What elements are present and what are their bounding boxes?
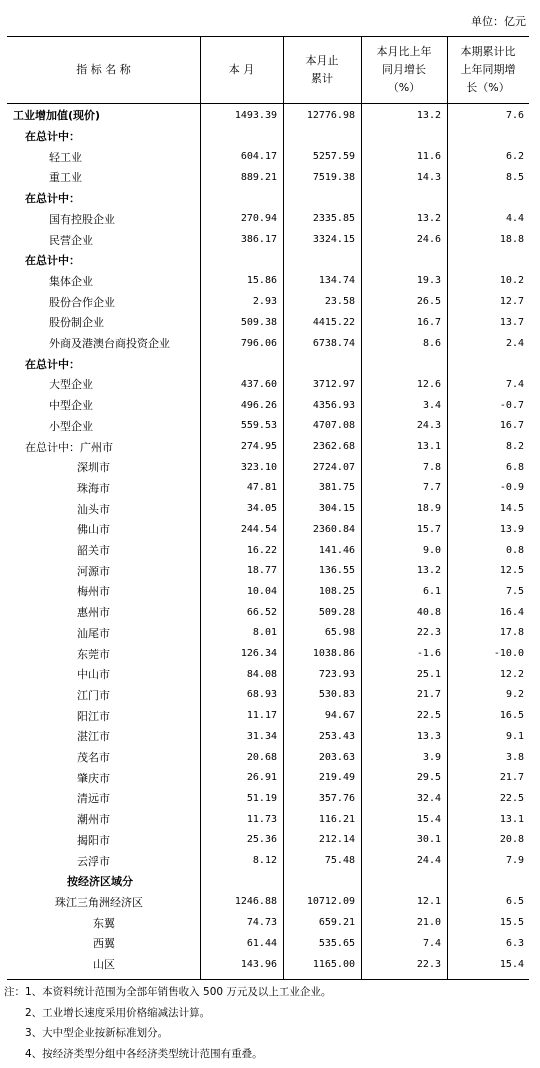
value-cell-v3: 7.4 xyxy=(422,937,441,949)
value-cell-v3: 15.4 xyxy=(416,813,441,825)
value-cell-v1: 47.81 xyxy=(246,482,277,494)
value-cell-v2: 141.46 xyxy=(318,544,355,556)
value-cell-v1: 509.38 xyxy=(240,316,277,328)
indicator-name: 梅州市 xyxy=(77,585,110,599)
value-cell-v4: 4.4 xyxy=(505,213,524,225)
table-row xyxy=(7,602,529,623)
value-cell-v3: 25.1 xyxy=(416,668,441,680)
value-cell-v2: 2335.85 xyxy=(312,213,355,225)
indicator-name: 重工业 xyxy=(49,171,82,185)
value-cell-v2: 136.55 xyxy=(318,565,355,577)
value-cell-v2: 4356.93 xyxy=(312,399,355,411)
value-cell-v4: 8.2 xyxy=(505,441,524,453)
indicator-name: 民营企业 xyxy=(49,233,93,247)
value-cell-v4: 8.5 xyxy=(505,171,524,183)
value-cell-v1: 126.34 xyxy=(240,648,277,660)
table-row xyxy=(7,333,529,354)
indicator-name: 佛山市 xyxy=(77,523,110,537)
header-cum-yoy-line1: 本期累计比 xyxy=(460,45,516,58)
value-cell-v3: 22.3 xyxy=(416,627,441,639)
value-cell-v2: 723.93 xyxy=(318,668,355,680)
value-cell-v4: 7.6 xyxy=(505,109,524,121)
table-row xyxy=(7,954,529,975)
table-row xyxy=(7,912,529,933)
value-cell-v3: 8.6 xyxy=(422,337,441,349)
value-cell-v2: 2360.84 xyxy=(312,523,355,535)
table-row xyxy=(7,685,529,706)
value-cell-v2: 5257.59 xyxy=(312,151,355,163)
table-row xyxy=(7,167,529,188)
value-cell-v4: 18.8 xyxy=(499,234,524,246)
indicator-name: 工业增加值(现价) xyxy=(13,109,101,123)
indicator-name: 东莞市 xyxy=(77,647,110,661)
value-cell-v4: 3.8 xyxy=(505,751,524,763)
value-cell-v1: 34.05 xyxy=(246,503,277,515)
value-cell-v4: 9.2 xyxy=(505,689,524,701)
header-month-yoy-line2: 同月增长 xyxy=(382,63,426,76)
value-cell-v4: 21.7 xyxy=(499,772,524,784)
value-cell-v4: 7.9 xyxy=(505,855,524,867)
value-cell-v4: 6.8 xyxy=(505,461,524,473)
value-cell-v2: 94.67 xyxy=(324,710,355,722)
value-cell-v1: 31.34 xyxy=(246,730,277,742)
indicator-name: 珠江三角洲经济区 xyxy=(55,895,143,909)
value-cell-v4: -0.9 xyxy=(499,482,524,494)
value-cell-v4: 7.5 xyxy=(505,585,524,597)
table-row xyxy=(7,788,529,809)
header-month-yoy xyxy=(361,37,447,103)
table-header xyxy=(7,37,529,104)
indicator-name: 汕尾市 xyxy=(77,626,110,640)
indicator-name: 韶关市 xyxy=(77,544,110,558)
value-cell-v4: 13.1 xyxy=(499,813,524,825)
value-cell-v1: 1246.88 xyxy=(234,896,277,908)
value-cell-v3: -1.6 xyxy=(416,648,441,660)
indicator-name: 股份合作企业 xyxy=(49,295,115,309)
value-cell-v2: 212.14 xyxy=(318,834,355,846)
indicator-name: 茂名市 xyxy=(77,751,110,765)
value-cell-v4: 15.4 xyxy=(499,958,524,970)
value-cell-v4: 22.5 xyxy=(499,792,524,804)
value-cell-v4: 9.1 xyxy=(505,730,524,742)
value-cell-v2: 3712.97 xyxy=(312,378,355,390)
value-cell-v2: 659.21 xyxy=(318,917,355,929)
table-row xyxy=(7,395,529,416)
value-cell-v4: 10.2 xyxy=(499,275,524,287)
table-row xyxy=(7,374,529,395)
value-cell-v4: 16.7 xyxy=(499,420,524,432)
value-cell-v1: 323.10 xyxy=(240,461,277,473)
table-row xyxy=(7,209,529,230)
value-cell-v2: 357.76 xyxy=(318,792,355,804)
value-cell-v1: 244.54 xyxy=(240,523,277,535)
value-cell-v4: -0.7 xyxy=(499,399,524,411)
value-cell-v1: 11.73 xyxy=(246,813,277,825)
value-cell-v2: 2362.68 xyxy=(312,441,355,453)
value-cell-v4: 12.7 xyxy=(499,296,524,308)
value-cell-v3: 29.5 xyxy=(416,772,441,784)
value-cell-v1: 437.60 xyxy=(240,378,277,390)
indicator-name: 中型企业 xyxy=(49,399,93,413)
header-month-yoy-line3: （%） xyxy=(387,81,421,94)
indicator-name: 小型企业 xyxy=(49,419,93,433)
indicator-name: 中山市 xyxy=(77,668,110,682)
value-cell-v1: 1493.39 xyxy=(234,109,277,121)
value-cell-v1: 15.86 xyxy=(246,275,277,287)
value-cell-v1: 10.04 xyxy=(246,585,277,597)
value-cell-v3: 6.1 xyxy=(422,585,441,597)
value-cell-v2: 1165.00 xyxy=(312,958,355,970)
indicator-name: 江门市 xyxy=(77,688,110,702)
table-row xyxy=(7,664,529,685)
value-cell-v3: 14.3 xyxy=(416,171,441,183)
value-cell-v3: 13.1 xyxy=(416,441,441,453)
footnote: 3、大中型企业按新标准划分。 xyxy=(4,1027,169,1039)
table-row xyxy=(7,643,529,664)
indicator-name: 肇庆市 xyxy=(77,771,110,785)
value-cell-v3: 13.2 xyxy=(416,109,441,121)
table-row xyxy=(7,498,529,519)
table-row xyxy=(7,126,529,147)
table-row xyxy=(7,540,529,561)
value-cell-v2: 4415.22 xyxy=(312,316,355,328)
indicator-name: 在总计中：广州市 xyxy=(25,440,113,454)
table-row xyxy=(7,809,529,830)
value-cell-v3: 12.6 xyxy=(416,378,441,390)
value-cell-v1: 11.17 xyxy=(246,710,277,722)
value-cell-v3: 3.4 xyxy=(422,399,441,411)
value-cell-v1: 274.95 xyxy=(240,441,277,453)
indicator-name: 深圳市 xyxy=(77,461,110,475)
header-indicator-name: 指 标 名 称 xyxy=(76,63,131,76)
indicator-name: 珠海市 xyxy=(77,481,110,495)
value-cell-v1: 84.08 xyxy=(246,668,277,680)
value-cell-v4: 6.2 xyxy=(505,151,524,163)
value-cell-v2: 10712.09 xyxy=(306,896,355,908)
table-row xyxy=(7,726,529,747)
header-cum-yoy xyxy=(447,37,529,103)
value-cell-v1: 270.94 xyxy=(240,213,277,225)
value-cell-v4: 14.5 xyxy=(499,503,524,515)
value-cell-v1: 25.36 xyxy=(246,834,277,846)
table-row xyxy=(7,705,529,726)
value-cell-v3: 24.6 xyxy=(416,234,441,246)
table-row xyxy=(7,105,529,126)
value-cell-v1: 16.22 xyxy=(246,544,277,556)
value-cell-v1: 66.52 xyxy=(246,606,277,618)
footnotes xyxy=(4,982,331,1064)
table-row xyxy=(7,146,529,167)
value-cell-v1: 18.77 xyxy=(246,565,277,577)
value-cell-v3: 12.1 xyxy=(416,896,441,908)
value-cell-v3: 3.9 xyxy=(422,751,441,763)
table-row xyxy=(7,457,529,478)
value-cell-v3: 19.3 xyxy=(416,275,441,287)
header-cumulative-line2: 累计 xyxy=(311,72,333,85)
table-row xyxy=(7,229,529,250)
value-cell-v2: 4707.08 xyxy=(312,420,355,432)
value-cell-v3: 18.9 xyxy=(416,503,441,515)
indicator-name: 集体企业 xyxy=(49,274,93,288)
value-cell-v4: 6.3 xyxy=(505,937,524,949)
value-cell-v1: 68.93 xyxy=(246,689,277,701)
value-cell-v3: 21.7 xyxy=(416,689,441,701)
indicator-name: 大型企业 xyxy=(49,378,93,392)
indicator-name: 外商及港澳台商投资企业 xyxy=(49,337,170,351)
indicator-name: 股份制企业 xyxy=(49,316,104,330)
value-cell-v4: 2.4 xyxy=(505,337,524,349)
value-cell-v1: 559.53 xyxy=(240,420,277,432)
value-cell-v4: 20.8 xyxy=(499,834,524,846)
value-cell-v4: 16.4 xyxy=(499,606,524,618)
indicator-name: 汕头市 xyxy=(77,502,110,516)
value-cell-v3: 9.0 xyxy=(422,544,441,556)
value-cell-v2: 304.15 xyxy=(318,503,355,515)
table-row xyxy=(7,892,529,913)
table-row xyxy=(7,478,529,499)
value-cell-v3: 30.1 xyxy=(416,834,441,846)
indicator-name: 河源市 xyxy=(77,564,110,578)
value-cell-v2: 116.21 xyxy=(318,813,355,825)
header-this-month: 本 月 xyxy=(228,63,255,76)
value-cell-v2: 108.25 xyxy=(318,585,355,597)
table-row xyxy=(7,291,529,312)
value-cell-v1: 604.17 xyxy=(240,151,277,163)
value-cell-v3: 24.4 xyxy=(416,855,441,867)
indicator-name: 惠州市 xyxy=(77,606,110,620)
header-cumulative xyxy=(283,37,361,103)
value-cell-v3: 15.7 xyxy=(416,523,441,535)
value-cell-v2: 509.28 xyxy=(318,606,355,618)
value-cell-v2: 23.58 xyxy=(324,296,355,308)
value-cell-v3: 16.7 xyxy=(416,316,441,328)
value-cell-v2: 3324.15 xyxy=(312,234,355,246)
indicator-name: 在总计中： xyxy=(25,192,80,206)
value-cell-v2: 1038.86 xyxy=(312,648,355,660)
value-cell-v3: 11.6 xyxy=(416,151,441,163)
value-cell-v1: 8.12 xyxy=(252,855,277,867)
indicator-name: 湛江市 xyxy=(77,730,110,744)
value-cell-v2: 535.65 xyxy=(318,937,355,949)
value-cell-v1: 143.96 xyxy=(240,958,277,970)
value-cell-v3: 40.8 xyxy=(416,606,441,618)
value-cell-v2: 203.63 xyxy=(318,751,355,763)
value-cell-v3: 24.3 xyxy=(416,420,441,432)
value-cell-v3: 26.5 xyxy=(416,296,441,308)
footnote: 2、工业增长速度采用价格缩减法计算。 xyxy=(4,1006,211,1019)
indicator-name: 阳江市 xyxy=(77,709,110,723)
value-cell-v2: 65.98 xyxy=(324,627,355,639)
value-cell-v3: 13.2 xyxy=(416,565,441,577)
value-cell-v3: 21.0 xyxy=(416,917,441,929)
value-cell-v2: 219.49 xyxy=(318,772,355,784)
value-cell-v1: 74.73 xyxy=(246,917,277,929)
value-cell-v4: 6.5 xyxy=(505,896,524,908)
indicator-name: 国有控股企业 xyxy=(49,212,115,226)
value-cell-v4: -10.0 xyxy=(493,648,524,660)
indicator-name: 揭阳市 xyxy=(77,833,110,847)
value-cell-v2: 12776.98 xyxy=(306,109,355,121)
footnote: 注：1、本资料统计范围为全部年销售收入 500 万元及以上工业企业。 xyxy=(4,986,332,998)
value-cell-v1: 889.21 xyxy=(240,171,277,183)
table-row xyxy=(7,623,529,644)
value-cell-v4: 15.5 xyxy=(499,917,524,929)
table-row xyxy=(7,312,529,333)
table-row xyxy=(7,250,529,271)
value-cell-v4: 7.4 xyxy=(505,378,524,390)
value-cell-v2: 253.43 xyxy=(318,730,355,742)
indicator-name: 东翼 xyxy=(93,916,115,930)
table-row xyxy=(7,519,529,540)
header-cum-yoy-line3: 长（%） xyxy=(466,81,510,94)
indicator-name: 山区 xyxy=(93,958,115,972)
value-cell-v1: 8.01 xyxy=(252,627,277,639)
value-cell-v1: 496.26 xyxy=(240,399,277,411)
header-month-yoy-line1: 本月比上年 xyxy=(376,45,432,58)
value-cell-v1: 26.91 xyxy=(246,772,277,784)
indicator-name: 云浮市 xyxy=(77,854,110,868)
value-cell-v2: 7519.38 xyxy=(312,171,355,183)
indicator-name: 在总计中： xyxy=(25,130,80,144)
table-row xyxy=(7,560,529,581)
indicator-name: 在总计中： xyxy=(25,254,80,268)
value-cell-v4: 0.8 xyxy=(505,544,524,556)
value-cell-v1: 796.06 xyxy=(240,337,277,349)
indicator-name: 西翼 xyxy=(93,937,115,951)
value-cell-v3: 13.2 xyxy=(416,213,441,225)
value-cell-v4: 12.2 xyxy=(499,668,524,680)
table-row xyxy=(7,747,529,768)
value-cell-v3: 32.4 xyxy=(416,792,441,804)
header-cum-yoy-line2: 上年同期增 xyxy=(460,63,516,76)
table-row xyxy=(7,871,529,892)
footnote: 4、按经济类型分组中各经济类型统计范围有重叠。 xyxy=(4,1047,263,1060)
value-cell-v2: 381.75 xyxy=(318,482,355,494)
value-cell-v1: 51.19 xyxy=(246,792,277,804)
table-row xyxy=(7,933,529,954)
value-cell-v2: 75.48 xyxy=(324,855,355,867)
value-cell-v3: 13.3 xyxy=(416,730,441,742)
table-row xyxy=(7,416,529,437)
value-cell-v3: 22.3 xyxy=(416,958,441,970)
value-cell-v3: 7.8 xyxy=(422,461,441,473)
value-cell-v4: 17.8 xyxy=(499,627,524,639)
table-row xyxy=(7,767,529,788)
value-cell-v3: 22.5 xyxy=(416,710,441,722)
value-cell-v4: 13.7 xyxy=(499,316,524,328)
table-row xyxy=(7,850,529,871)
table-row xyxy=(7,353,529,374)
indicator-name: 潮州市 xyxy=(77,813,110,827)
table-row xyxy=(7,188,529,209)
table-row xyxy=(7,581,529,602)
indicator-name: 在总计中： xyxy=(25,357,80,371)
indicator-name: 按经济区域分 xyxy=(67,875,133,889)
statistics-table xyxy=(7,36,529,980)
value-cell-v2: 6738.74 xyxy=(312,337,355,349)
value-cell-v4: 13.9 xyxy=(499,523,524,535)
value-cell-v2: 530.83 xyxy=(318,689,355,701)
unit-label: 单位：亿元 xyxy=(471,15,526,28)
value-cell-v3: 7.7 xyxy=(422,482,441,494)
table-row xyxy=(7,436,529,457)
value-cell-v4: 12.5 xyxy=(499,565,524,577)
value-cell-v4: 16.5 xyxy=(499,710,524,722)
indicator-name: 清远市 xyxy=(77,792,110,806)
value-cell-v1: 2.93 xyxy=(252,296,277,308)
value-cell-v1: 61.44 xyxy=(246,937,277,949)
value-cell-v1: 386.17 xyxy=(240,234,277,246)
value-cell-v1: 20.68 xyxy=(246,751,277,763)
table-row xyxy=(7,830,529,851)
value-cell-v2: 2724.07 xyxy=(312,461,355,473)
indicator-name: 轻工业 xyxy=(49,150,82,164)
header-cumulative-line1: 本月止 xyxy=(305,54,339,67)
table-row xyxy=(7,271,529,292)
value-cell-v2: 134.74 xyxy=(318,275,355,287)
